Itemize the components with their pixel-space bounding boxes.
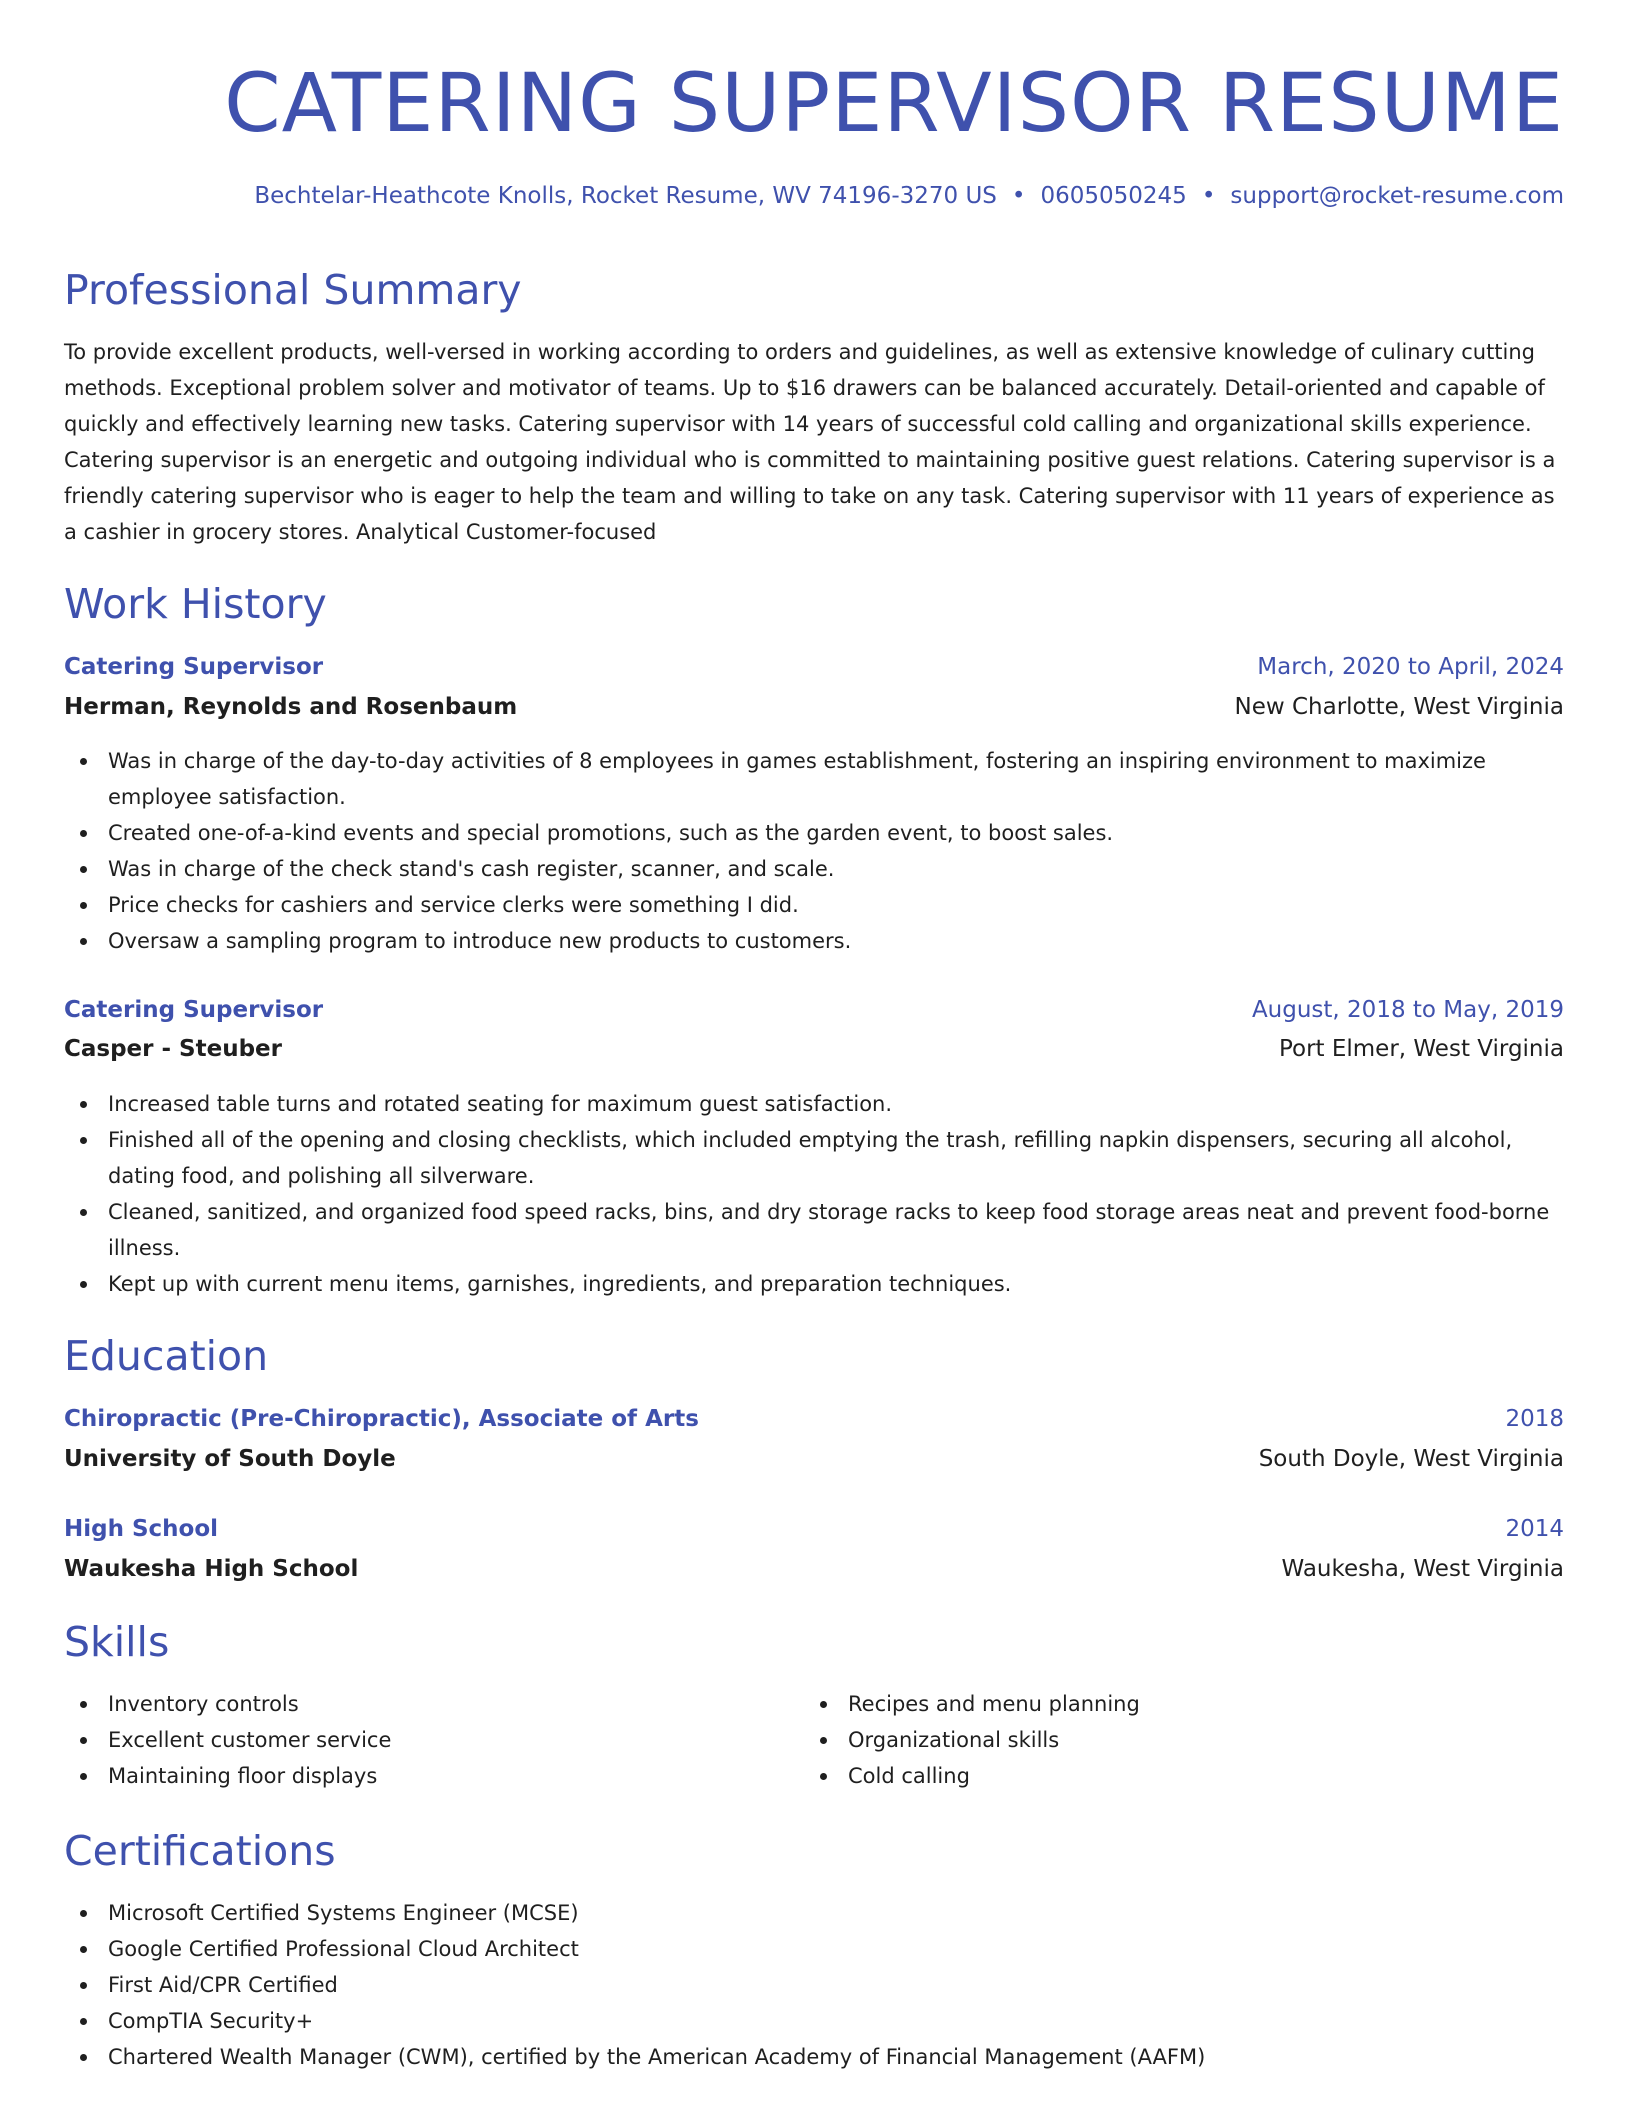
list-item: Was in charge of the check stand's cash register, scanner, and scale. (64, 851, 1544, 887)
list-item: First Aid/CPR Certified (64, 1967, 1564, 2003)
separator-dot: • (1201, 183, 1216, 209)
list-item: Oversaw a sampling program to introduce new products to customers. (64, 923, 1544, 959)
education-school: Waukesha High School (64, 1556, 359, 1582)
job-location: New Charlotte, West Virginia (1234, 694, 1564, 720)
education-degree-row (64, 1402, 1564, 1436)
list-item: Google Certified Professional Cloud Architect (64, 1931, 1564, 1967)
job-dates: March, 2020 to April, 2024 (1257, 654, 1564, 680)
list-item: Finished all of the opening and closing checklists, which included emptying the trash, refilling napkin dispensers, securing all alcohol, dating food, and polishing all silverware. (64, 1122, 1564, 1194)
education-year: 2014 (1505, 1516, 1564, 1542)
job-bullets (64, 743, 1544, 959)
resume-title: CATERING SUPERVISOR RESUME (224, 57, 1564, 151)
list-item: Organizational skills (804, 1722, 1524, 1758)
education-degree: Chiropractic (Pre-Chiropractic), Associate of Arts (64, 1406, 699, 1432)
list-item: Microsoft Certified Systems Engineer (MCSE) (64, 1895, 1564, 1931)
job-title: Catering Supervisor (64, 997, 324, 1023)
skills-list-right (804, 1686, 1524, 1794)
list-item: Was in charge of the day-to-day activities of 8 employees in games establishment, fostering an inspiring environment to maximize employee satisfaction. (64, 743, 1544, 815)
section-heading-summary: Professional Summary (64, 266, 522, 314)
education-location: South Doyle, West Virginia (1258, 1446, 1564, 1472)
separator-dot: • (1011, 183, 1026, 209)
education-degree: High School (64, 1516, 219, 1542)
skills-list-left (64, 1686, 784, 1794)
list-item: Increased table turns and rotated seating for maximum guest satisfaction. (64, 1086, 1564, 1122)
job-title-row (64, 993, 1564, 1027)
list-item: Cleaned, sanitized, and organized food speed racks, bins, and dry storage racks to keep food storage areas neat and prevent food-borne illness. (64, 1194, 1564, 1266)
job-company-row (64, 1032, 1564, 1066)
list-item: Cold calling (804, 1758, 1524, 1794)
contact-address: Bechtelar-Heathcote Knolls, Rocket Resume, WV 74196-3270 US (254, 183, 997, 209)
list-item: Inventory controls (64, 1686, 784, 1722)
list-item: Maintaining floor displays (64, 1758, 784, 1794)
section-heading-skills: Skills (64, 1618, 170, 1666)
resume-page (64, 0, 1564, 2112)
list-item: Excellent customer service (64, 1722, 784, 1758)
section-heading-education: Education (64, 1332, 269, 1380)
education-school: University of South Doyle (64, 1446, 396, 1472)
education-location: Waukesha, West Virginia (1281, 1556, 1564, 1582)
list-item: CompTIA Security+ (64, 2003, 1564, 2039)
education-school-row (64, 1442, 1564, 1476)
job-company: Herman, Reynolds and Rosenbaum (64, 694, 518, 720)
education-degree-row (64, 1512, 1564, 1546)
job-location: Port Elmer, West Virginia (1278, 1036, 1564, 1062)
job-company: Casper - Steuber (64, 1036, 282, 1062)
job-dates: August, 2018 to May, 2019 (1251, 997, 1564, 1023)
job-bullets (64, 1086, 1564, 1302)
contact-email[interactable]: support@rocket-resume.com (1230, 183, 1564, 209)
list-item: Created one-of-a-kind events and special promotions, such as the garden event, to boost sales. (64, 815, 1544, 851)
list-item: Kept up with current menu items, garnishes, ingredients, and preparation techniques. (64, 1266, 1564, 1302)
job-title: Catering Supervisor (64, 654, 324, 680)
education-school-row (64, 1552, 1564, 1586)
summary-text: To provide excellent products, well-versed in working according to orders and guidelines, as well as extensive knowledge of culinary cutting methods. Exceptional problem solver and motivator of teams. Up to $16 drawers can be balanced accurately. Detail-oriented and capable of quickly and effectively learning new tasks. Catering supervisor with 14 years of successful cold calling and organizational skills experience. Catering supervisor is an energetic and outgoing individual who is committed to maintaining positive guest relations. Catering supervisor is a friendly catering supervisor who is eager to help the team and willing to take on any task. Catering supervisor with 11 years of experience as a cashier in grocery stores. Analytical Customer-focused (64, 340, 1556, 544)
certifications-list (64, 1895, 1564, 2075)
job-title-row (64, 650, 1564, 684)
contact-phone: 0605050245 (1040, 183, 1187, 209)
job-company-row (64, 690, 1564, 724)
list-item: Price checks for cashiers and service clerks were something I did. (64, 887, 1544, 923)
section-heading-work: Work History (64, 580, 327, 628)
list-item: Chartered Wealth Manager (CWM), certified by the American Academy of Financial Management (AAFM) (64, 2039, 1564, 2075)
section-heading-certifications: Certifications (64, 1827, 336, 1875)
education-year: 2018 (1505, 1406, 1564, 1432)
list-item: Recipes and menu planning (804, 1686, 1524, 1722)
contact-line (254, 180, 1564, 212)
